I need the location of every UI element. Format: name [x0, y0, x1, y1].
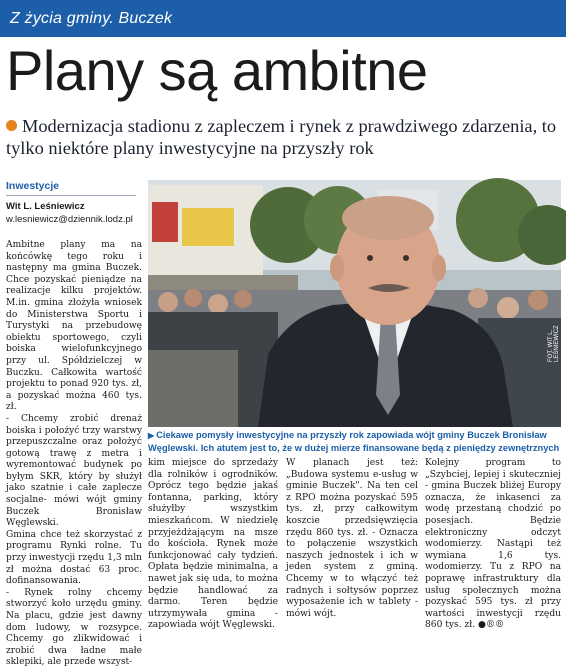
caption-text: Ciekawe pomysły inwestycyjne na przyszły rok zapowiada wójt gminy Buczek Bronisław Węglewski. Ich atutem jest to, że w dużej mierze finansowane będą z pieniędzy zewnętrznych: [148, 430, 560, 453]
paragraph: Kolejny program to „Szybciej, lepiej i skuteczniej - gmina Buczek bliżej Europy oznacza, że inkasenci za wodę przestaną chodzić po posesjach. Będzie elektroniczny odczyt wodomierzy. Nastąpi też wymiana 1,6 tys. wodomierzy. Tu z RPO na poprawę infrastruktury dla usług społecznych można pozyskać 595 tys. zł przy wartości inwestycji rzędu 860 tys. zł. ●®®: [425, 458, 561, 631]
article-column-2: [148, 458, 278, 631]
article-lead: [6, 115, 562, 159]
article-headline: Plany są ambitne: [6, 39, 428, 102]
article-column-4: [425, 458, 561, 631]
article-column-3: [286, 458, 418, 619]
paragraph: Ambitne plany ma na końcówkę tego roku i następny ma gmina Buczek. Chce pozyskać pieniądze na realizacje kilku projektów. M.in. gmina złożyła wniosek do Ministerstwa Sportu i Turystyki na przebudowę obiektu sportowego, czyli boiska wielofunkcyjnego przy ul. Spółdzielczej w Buczku. Całkowita wartość projektu to ponad 920 tys. zł, a pozyskać można 460 tys. zł.: [6, 240, 142, 413]
author-name: Wit L. Leśniewicz: [6, 201, 85, 212]
photo-credit: FOT. WIT L. LEŚNIEWICZ: [548, 325, 560, 362]
mayor-portrait-illustration: [148, 180, 561, 427]
paragraph: - Chcemy zrobić drenaż boiska i położyć trzy warstwy przepuszczalne oraz położyć gotową trawę z metra i wyremontować budynek po byłym SKR, który by służył jako szatnie i całe zaplecze socjalne- mówi wójt gminy Buczek Bronisław Węglewski.: [6, 413, 142, 529]
section-banner: [0, 0, 566, 37]
paragraph: Gmina chce też skorzystać z programu Rynki rolne. Tu przy inwestycji rzędu 1,3 mln zł można dostać 63 proc. dofinansowania.: [6, 529, 142, 587]
paragraph: - Rynek rolny chcemy stworzyć koło urzędu gminy. Na placu, gdzie jest dawny dom ludowy, w rozsypce. Chcemy go zlikwidować i zrobić dwa ładne małe sklepiki, ale przede wszyst-: [6, 587, 142, 668]
lead-text: Modernizacja stadionu z zapleczem i rynek z prawdziwego zdarzenia, to tylko niektóre plany inwestycyjne na przyszły rok: [6, 116, 557, 158]
author-email: w.lesniewicz@dziennik.lodz.pl: [6, 214, 133, 225]
paragraph: W planach jest też: „Budowa systemu e-usług w gminie Buczek". Na ten cel z RPO można pozyskać 595 tys. zł, przy całkowitym koszcie przedsięwzięcia rzędu 860 tys. zł. - Oznacza to połączenie wszystkich naszych jednostek i ich w jeden system z gminą. Chcemy w to włączyć też radnych i sołtysów poprzez wyposażenie ich w tablety - mówi wójt.: [286, 458, 418, 619]
category-label: Inwestycje: [6, 180, 136, 196]
article-column-1: [6, 240, 142, 668]
paragraph: kim miejsce do sprzedaży dla rolników i ogrodników. Oprócz tego będzie jakaś fontanna, parking, który służyłby wszystkim mieszkańcom. W niedzielę przyjeżdżającym na msze do kościoła. Rynek może funkcjonować cały tydzień. Opłata będzie minimalna, a nawet jak się uda, to można będzie handlować za darmo. Teren będzie utrzymywała gmina - zapowiada wójt Węglewski.: [148, 458, 278, 631]
article-photo: [148, 180, 561, 427]
bullet-dot-icon: [6, 120, 17, 131]
photo-caption: [148, 429, 561, 454]
caption-arrow-icon: ▶: [148, 431, 155, 440]
section-title: Z życia gminy. Buczek: [10, 10, 173, 27]
